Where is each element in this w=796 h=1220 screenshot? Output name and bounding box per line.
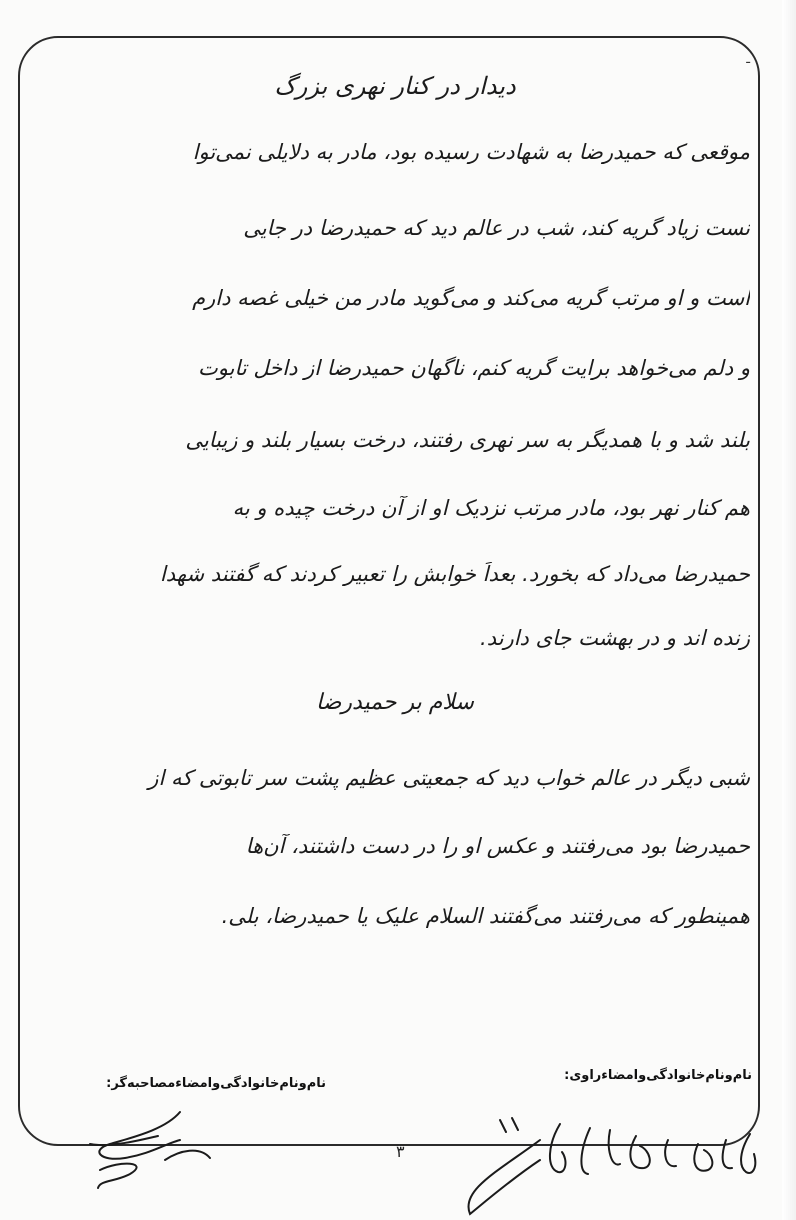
handwritten-subtitle: سلام بر حمیدرضا — [316, 690, 474, 715]
text-line-11: همینطور که می‌رفتند می‌گفتند السلام علیک یا حمیدرضا، بلی. — [221, 904, 750, 928]
text-line-5: بلند شد و با همدیگر به سر نهری رفتند، درخت بسیار بلند و زیبایی — [185, 428, 750, 452]
text-line-1: موقعی که حمیدرضا به شهادت رسیده بود، مادر به دلایلی نمی‌توا — [192, 140, 750, 164]
text-line-4: و دلم می‌خواهد برایت گریه کنم، ناگهان حمیدرضا از داخل تابوت — [198, 356, 750, 380]
narrator-label: نام‌ونام‌خانوادگی‌وامضاءراوی: — [564, 1068, 752, 1083]
text-line-10: حمیدرضا بود می‌رفتند و عکس او را در دست داشتند، آن‌ها — [245, 834, 750, 858]
narrator-signature-icon — [440, 1110, 770, 1220]
page-number: ۳ — [396, 1142, 405, 1161]
text-line-7: حمیدرضا می‌داد که بخورد. بعداً خوابش را تعبیر کردند که گفتند شهدا — [159, 562, 750, 586]
handwritten-title: دیدار در کنار نهری بزرگ — [274, 72, 516, 100]
interviewer-signature-icon — [70, 1100, 220, 1190]
corner-mark: ـ — [746, 52, 750, 67]
text-line-3: است و او مرتب گریه می‌کند و می‌گوید مادر من خیلی غصه دارم — [192, 286, 750, 310]
scan-edge — [782, 0, 796, 1220]
text-line-8: زنده اند و در بهشت جای دارند. — [480, 626, 750, 650]
interviewer-label: نام‌ونام‌خانوادگی‌وامضاءمصاحبه‌گر: — [106, 1076, 326, 1091]
text-line-6: هم کنار نهر بود، مادر مرتب نزدیک او از آن درخت چیده و به — [232, 496, 750, 520]
text-line-9: شبی دیگر در عالم خواب دید که جمعیتی عظیم پشت سر تابوتی که از — [148, 766, 750, 790]
rounded-page-frame — [18, 36, 760, 1146]
text-line-2: نست زیاد گریه کند، شب در عالم دید که حمیدرضا در جایی — [243, 216, 750, 240]
